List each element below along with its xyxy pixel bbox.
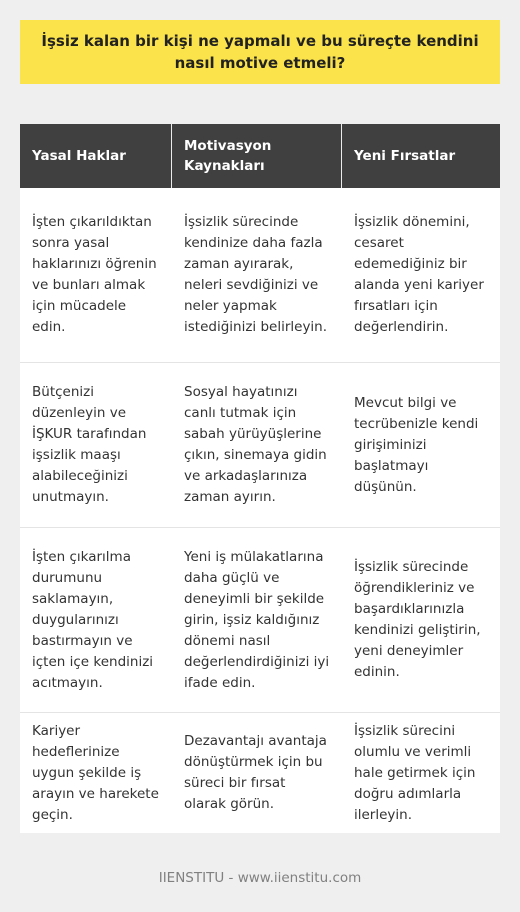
table-cell: İşsizlik sürecinde öğrendikleriniz ve başardıklarınızla kendinizi geliştirin, yeni deneyimler edinin. <box>354 559 481 680</box>
table-cell: İşsizlik dönemini, cesaret edemediğiniz bir alanda yeni kariyer fırsatları için değerlendirin. <box>354 214 484 335</box>
column-header-opportunities: Yeni Fırsatlar <box>354 148 456 164</box>
info-table <box>20 124 500 833</box>
table-cell: İşten çıkarılma durumunu saklamayın, duygularınızı bastırmayın ve içten içe kendinizi acıtmayın. <box>32 548 154 691</box>
column-header-motivation: Motivasyon Kaynakları <box>172 124 342 188</box>
footer-credit: IIENSTITU - www.iienstitu.com <box>158 870 362 886</box>
page-title: İşsiz kalan bir kişi ne yapmalı ve bu süreçte kendini nasıl motive etmeli? <box>41 32 479 72</box>
table-row <box>20 713 500 833</box>
table-cell: Sosyal hayatınızı canlı tutmak için sabah yürüyüşlerine çıkın, sinemaya gidin ve arkadaşlarınıza zaman ayırın. <box>184 384 327 505</box>
table-cell: Yeni iş mülakatlarına daha güçlü ve deneyimli bir şekilde girin, işsiz kaldığınız dönemi nasıl değerlendirdiğinizi iyi ifade edin. <box>184 548 330 691</box>
table-row <box>20 363 500 528</box>
table-header-row <box>20 124 500 188</box>
table-cell: Dezavantajı avantaja dönüştürmek için bu süreci bir fırsat olarak görün. <box>184 733 327 812</box>
table-cell: İşsizlik sürecini olumlu ve verimli hale getirmek için doğru adımlarla ilerleyin. <box>354 722 476 823</box>
table-cell: İşten çıkarıldıktan sonra yasal haklarınızı öğrenin ve bunları almak için mücadele edin. <box>32 214 157 335</box>
table-cell: Kariyer hedeflerinize uygun şekilde iş arayın ve harekete geçin. <box>32 722 159 823</box>
table-cell: Mevcut bilgi ve tecrübenizle kendi girişiminizi başlatmayı düşünün. <box>354 394 479 495</box>
table-row <box>20 188 500 363</box>
table-cell: Bütçenizi düzenleyin ve İŞKUR tarafından işsizlik maaşı alabileceğinizi unutmayın. <box>32 384 147 505</box>
column-header-legal-rights: Yasal Haklar <box>20 124 172 188</box>
title-banner <box>20 20 500 84</box>
table-row <box>20 528 500 713</box>
table-cell: İşsizlik sürecinde kendinize daha fazla zaman ayırarak, neleri sevdiğinizi ve neler yapmak istediğinizi belirleyin. <box>184 214 328 335</box>
